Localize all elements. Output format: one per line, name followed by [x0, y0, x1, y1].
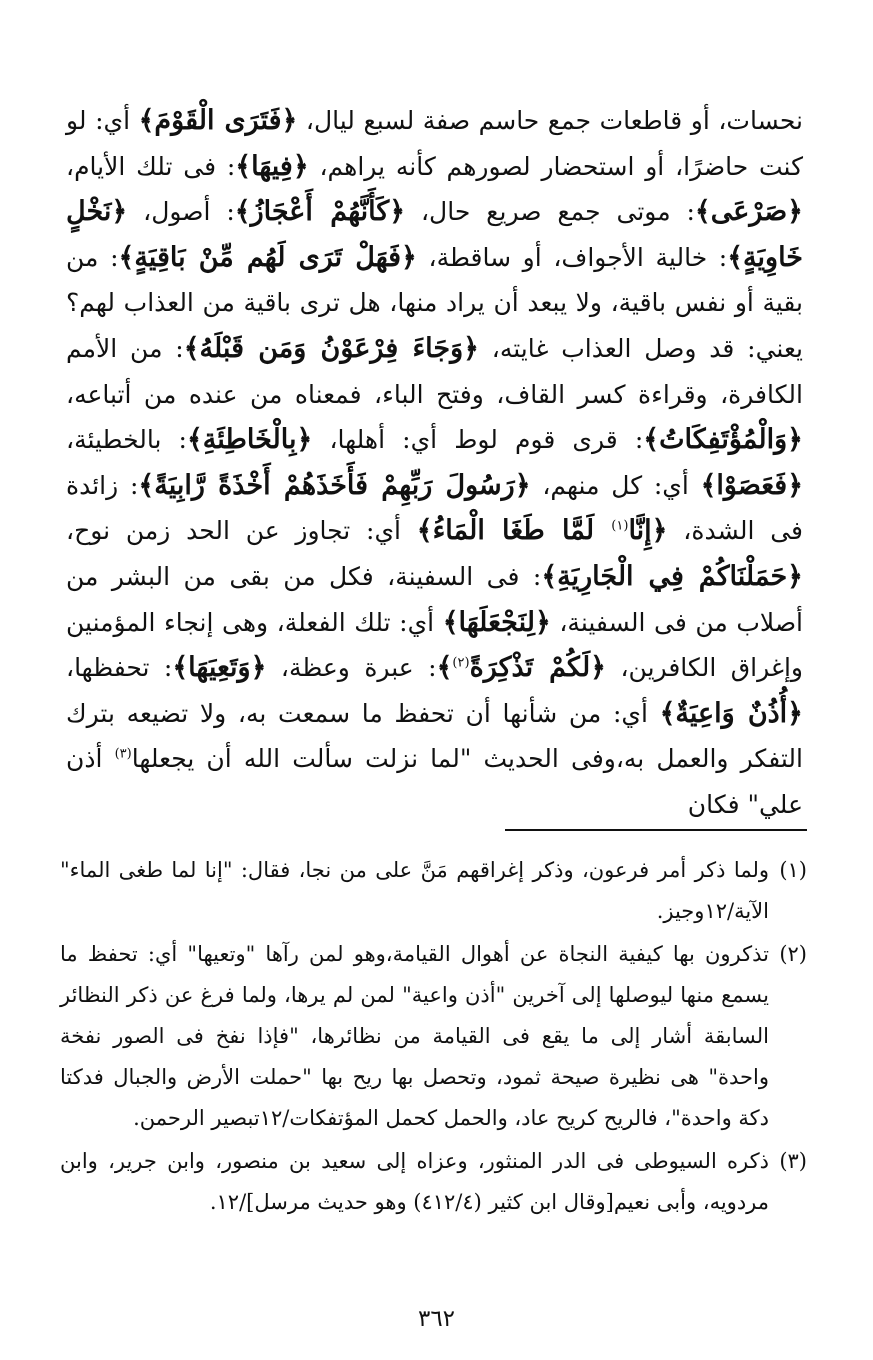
quran-verse: ﴿حَمَلْنَاكُمْ فِي الْجَارِيَةِ﴾ [541, 560, 803, 592]
commentary-text: أي: لو كنت حاضرًا، أو استحضار لصورهم كأنه يراهم، [66, 106, 803, 181]
commentary-text: : عبرة وعظة، [266, 653, 437, 683]
quran-verse: ﴿لَكُمْ تَذْكِرَةً [469, 652, 607, 684]
footnote-text: ذكره السيوطى فى الدر المنثور، وعزاه إلى سعيد بن منصور، وابن جرير، وابن مردويه، وأبى نعيم[وقال ابن كثير (٤١٢/٤) وهو حديث مرسل]/١٢. [60, 1149, 769, 1214]
footnote-text: تذكرون بها كيفية النجاة عن أهوال القيامة،وهو لمن رآها "وتعيها" أي: تحفظ ما يسمع منها ليوصلها إلى آخرين "أذن واعية" لمن لم يرها، ولما فرغ عن ذكر النظائر السابقة أشار إلى ما يقع فى القيامة من نظائرها، "فإذا نفخ فى الصور نفخة واحدة" هى نظيرة صيحة ثمود، وتحصل بها ريح بها "حملت الأرض والجبال فدكتا دكة واحدة"، فالريح كريح عاد، والحمل كحمل المؤتفكات/١٢تبصير الرحمن. [60, 942, 769, 1130]
quran-verse: ﴿فِيهَا﴾ [235, 150, 309, 182]
page-number: ٣٦٢ [417, 1306, 456, 1332]
quran-verse: ﴿لِنَجْعَلَهَا﴾ [442, 606, 551, 638]
commentary-text: : تحفظها، [66, 653, 173, 683]
footnote-number: (١) [779, 858, 807, 882]
footnotes-section [60, 850, 807, 1225]
footnote-number: (٣) [779, 1149, 807, 1173]
commentary-text: : بالخطيئة، [66, 425, 187, 455]
quran-verse: ﴿نَخْلٍ خَاوِيَةٍ﴾ [66, 196, 804, 273]
commentary-text: أذن علي" فكان [66, 744, 803, 819]
quran-verse: ﴿بِالْخَاطِئَةِ﴾ [186, 424, 313, 456]
commentary-text: : موتى جمع صريع حال، [405, 197, 695, 227]
footnote-2 [60, 934, 807, 1139]
quran-verse: ﴿وَجَاءَ فِرْعَوْنُ وَمَن قَبْلَهُ﴾ [183, 332, 479, 364]
quran-verse: ﴿فَتَرَى الْقَوْمَ﴾ [138, 105, 298, 136]
footnote-3 [60, 1141, 807, 1223]
footnote-number: (٢) [779, 942, 807, 966]
commentary-text: نحسات، أو قاطعات جمع حاسم صفة لسبع ليال، [297, 106, 803, 135]
commentary-text: أي: كل منهم، [530, 470, 701, 500]
quran-verse: ﴿كَأَنَّهُمْ أَعْجَازُ﴾ [234, 196, 406, 228]
footnote-marker: (٢) [452, 655, 470, 671]
footnote-separator [505, 829, 807, 831]
commentary-text: : من الأمم الكافرة، وقراءة كسر القاف، وفتح الباء، فمعناه من عنده من أتباعه، [66, 333, 803, 409]
quran-verse: لَمَّا طَغَا الْمَاءُ﴾ [416, 515, 612, 547]
commentary-text: : زائدة فى الشدة، [66, 470, 803, 546]
commentary-text: : قرى قوم لوط أي: أهلها، [312, 425, 644, 455]
commentary-text: أي: تلك الفعلة، وهى إنجاء المؤمنين وإغراق الكافرين، [66, 607, 803, 683]
main-body-text [66, 98, 803, 828]
footnote-marker: (٣) [114, 746, 132, 762]
footnote-1 [60, 850, 807, 932]
commentary-text: : من بقية أو نفس باقية، ولا يبعد أن يراد منها، هل ترى باقية من العذاب لهم؟ يعني: قد وصل العذاب غايته، [66, 242, 803, 363]
commentary-text: : فى السفينة، فكل من بقى من البشر من أصلاب من فى السفينة، [66, 561, 804, 637]
commentary-text: : فى تلك الأيام، [66, 151, 236, 181]
quran-verse: ﴿وَتَعِيَهَا﴾ [172, 652, 267, 684]
quran-verse: ﴿أُذُنٌ وَاعِيَةٌ﴾ [659, 697, 803, 729]
quran-verse: ﴿صَرْعَى﴾ [694, 196, 803, 228]
quran-verse: ﴿وَالْمُؤْتَفِكَاتُ﴾ [643, 424, 803, 456]
quran-verse: ﴿فَهَلْ تَرَى لَهُم مِّنْ بَاقِيَةٍ﴾ [118, 241, 417, 273]
quran-verse: ﴿إِنَّا [628, 515, 668, 547]
quran-verse: ﴿فَعَصَوْا﴾ [700, 469, 804, 501]
footnote-marker: (١) [611, 519, 629, 535]
commentary-text: أي: من شأنها أن تحفظ ما سمعت به، ولا تضيعه بترك التفكر والعمل به،وفى الحديث "لما نزلت سألت الله أن يجعلها [66, 698, 803, 774]
commentary-text: : أصول، [127, 197, 235, 227]
quran-verse: ﴾ [436, 652, 453, 684]
footnote-text: ولما ذكر أمر فرعون، وذكر إغراقهم مَنَّ على من نجا، فقال: "إنا لما طغى الماء" الآية/١٢وجيز. [60, 858, 769, 923]
quran-verse: ﴿رَسُولَ رَبِّهِمْ فَأَخَذَهُمْ أَخْذَةً رَّابِيَةً﴾ [138, 469, 531, 501]
commentary-text: : خالية الأجواف، أو ساقطة، [416, 242, 728, 272]
commentary-text: أي: تجاوز عن الحد زمن نوح، [66, 516, 417, 546]
